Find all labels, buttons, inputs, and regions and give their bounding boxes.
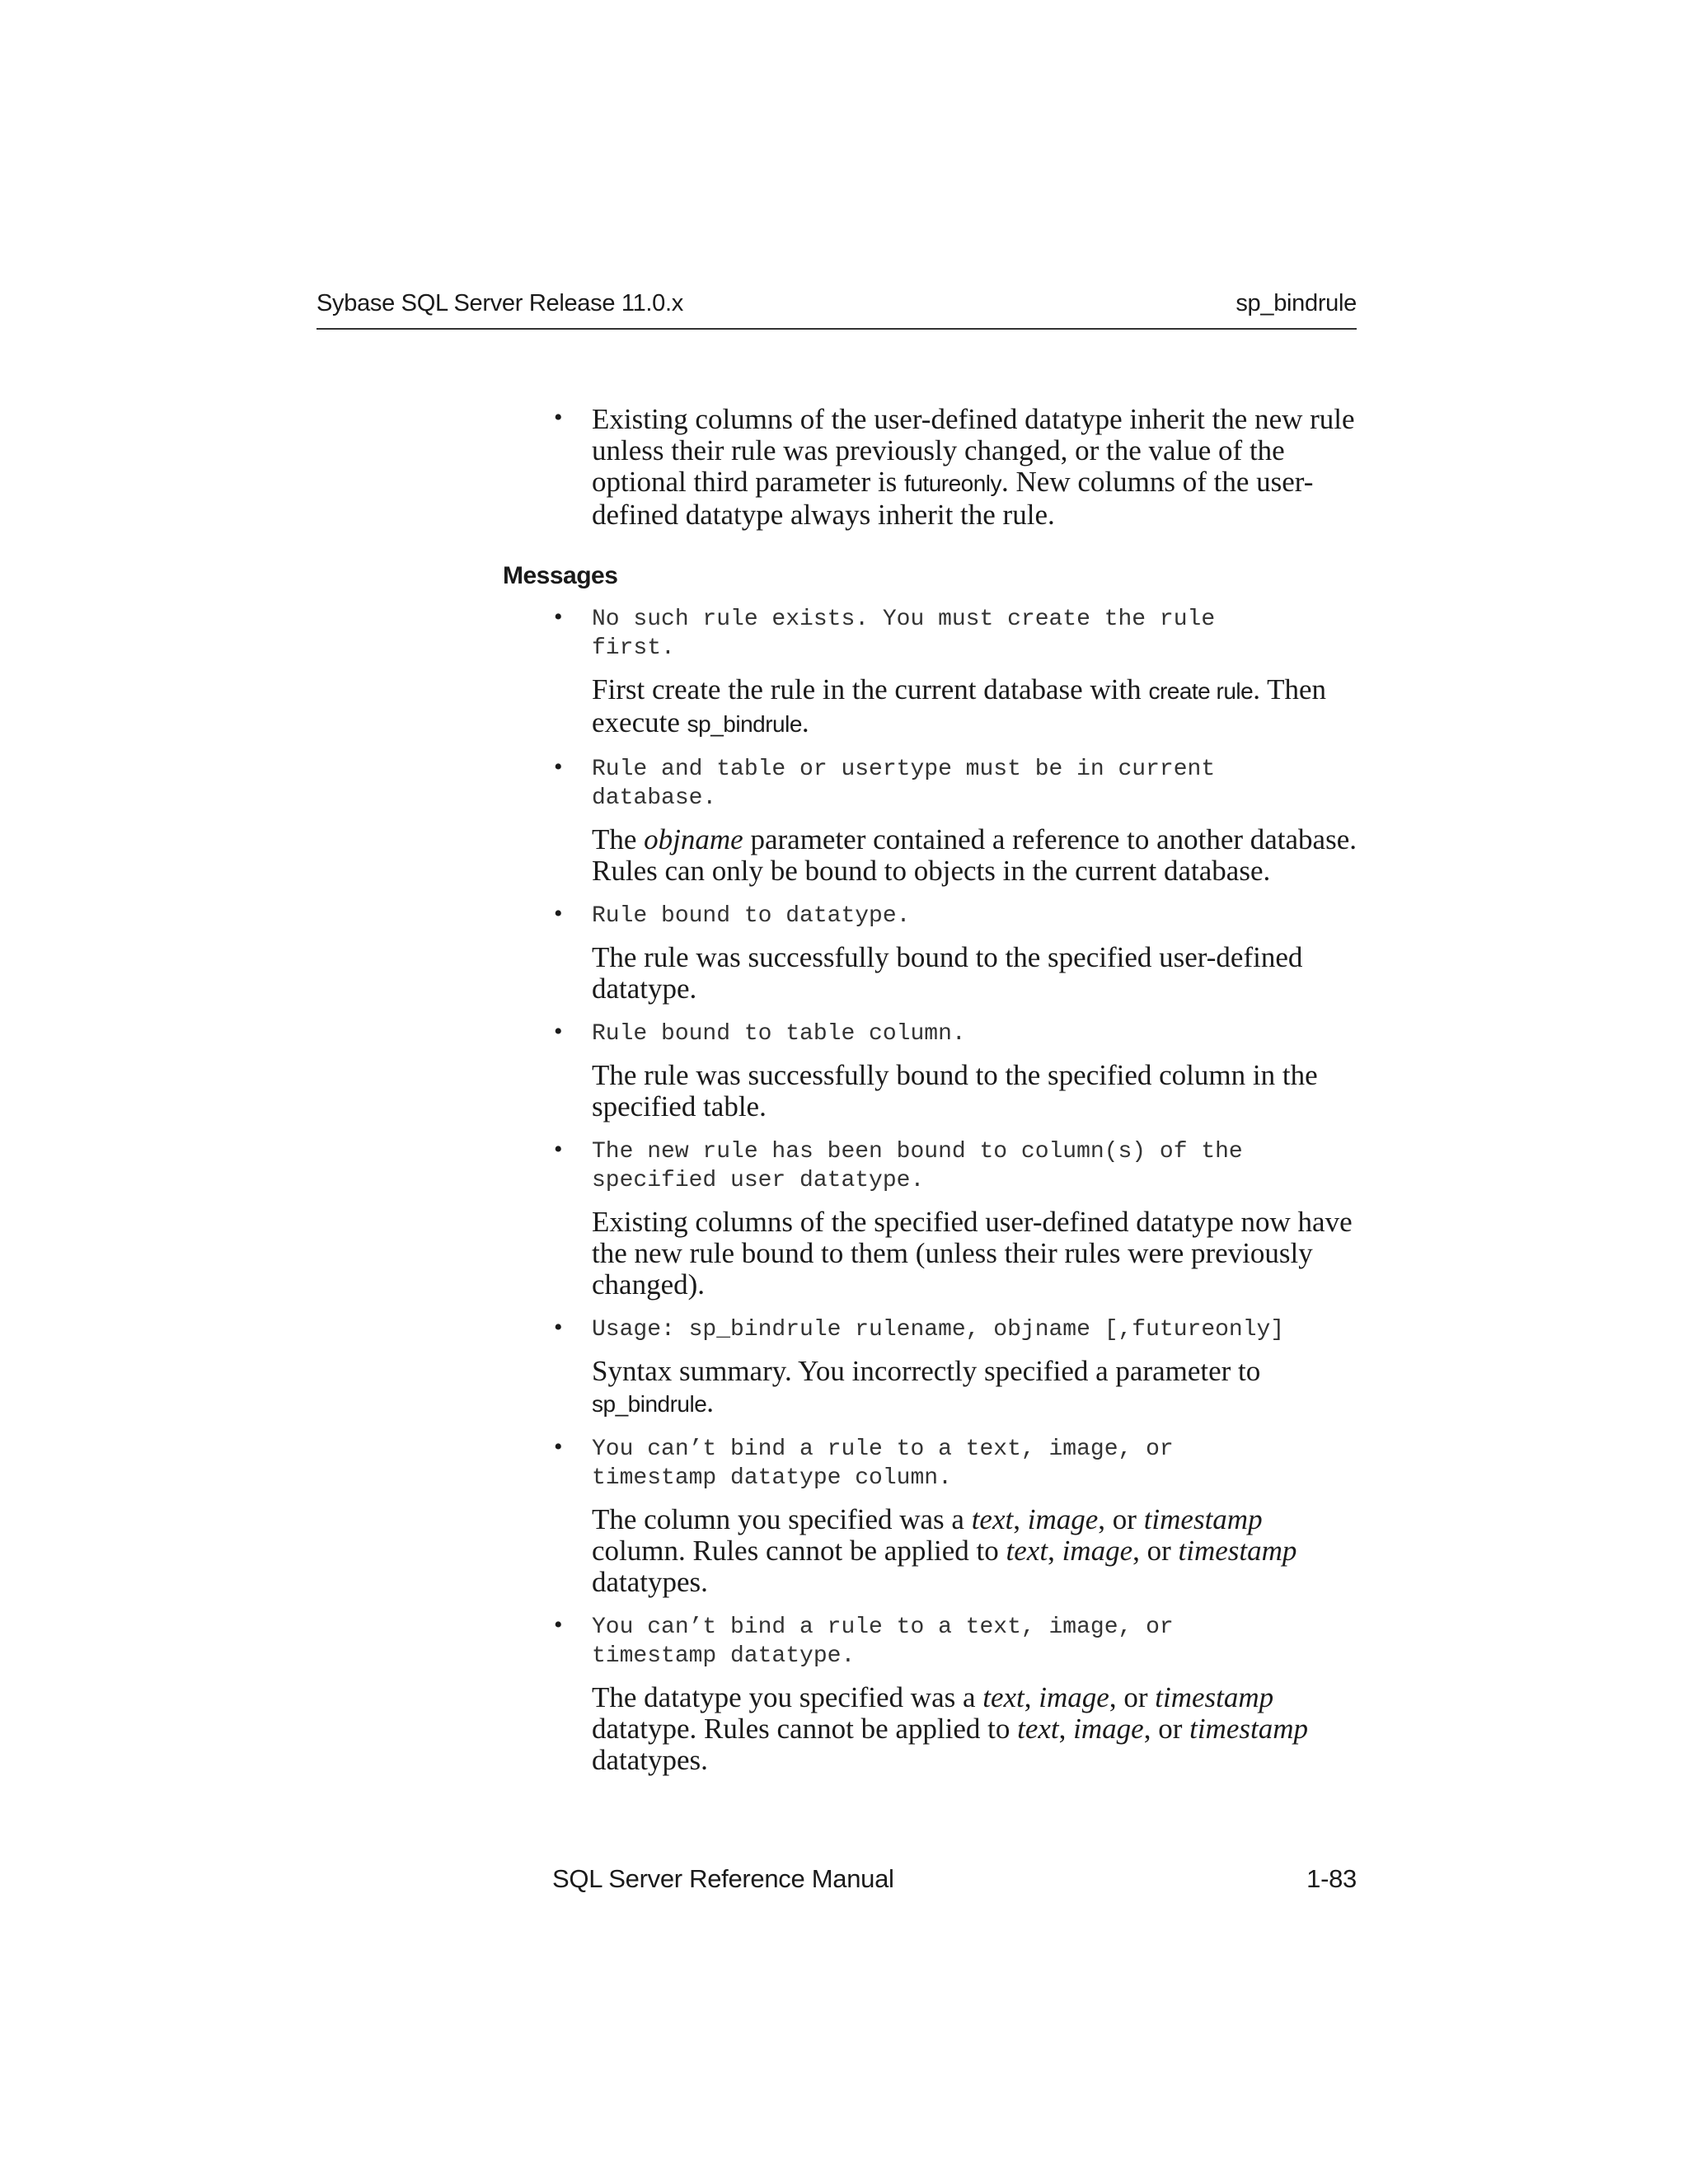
message-description-part: The	[592, 823, 645, 855]
messages-list	[503, 605, 1360, 1776]
message-description-part: Syntax summary. You incorrectly specified a parameter to	[592, 1355, 1261, 1387]
message-description-part: text	[971, 1503, 1014, 1535]
message-code: Usage: sp_bindrule rulename, objname [,futureonly]	[592, 1317, 1285, 1343]
message-description-part: .	[706, 1386, 715, 1418]
message-description-part: First create the rule in the current database with	[592, 673, 1149, 705]
message-description-part: .	[801, 706, 809, 738]
message-description	[592, 1356, 1360, 1420]
footer-manual-title: SQL Server Reference Manual	[552, 1864, 894, 1893]
message-description-part: datatypes.	[592, 1744, 708, 1776]
message-description-part: sp_bindrule	[687, 711, 802, 737]
message-item	[503, 902, 1360, 1005]
message-code: The new rule has been bound to column(s) of the specified user datatype.	[592, 1139, 1243, 1193]
intro-bullet-text	[592, 404, 1360, 531]
message-description	[592, 1207, 1360, 1301]
message-description-part: text	[1006, 1535, 1048, 1567]
message-description-part: The rule was successfully bound to the specified user-defined datatype.	[592, 941, 1303, 1005]
message-description-part: datatypes.	[592, 1566, 708, 1598]
message-description	[592, 1504, 1360, 1598]
footer-page-number: 1-83	[1306, 1864, 1357, 1893]
intro-text-part1: Existing columns of the user-defined datatype inherit the new rule unless their rule was previously changed, or the value of the optional third parameter is	[592, 403, 1355, 498]
bullet-icon: •	[554, 1314, 563, 1341]
message-item	[503, 1613, 1360, 1776]
message-description-part: Existing columns of the specified user-defined datatype now have the new rule bound to them (unless their rules were previously changed).	[592, 1206, 1353, 1301]
message-description-part: timestamp	[1143, 1503, 1263, 1535]
message-item	[503, 1137, 1360, 1301]
message-code: Rule and table or usertype must be in current database.	[592, 757, 1216, 811]
messages-heading: Messages	[503, 562, 618, 589]
bullet-icon: •	[554, 1136, 563, 1163]
message-description-part: text	[1017, 1713, 1059, 1745]
message-code: No such rule exists. You must create the rule first.	[592, 607, 1216, 661]
message-description	[592, 674, 1360, 740]
message-description	[592, 1060, 1360, 1122]
message-description-part: ,	[1024, 1681, 1039, 1713]
message-description-part: , or	[1132, 1535, 1179, 1567]
page-content	[503, 404, 1360, 1776]
bullet-icon: •	[554, 1611, 563, 1638]
intro-text-part2: . New columns of the user-defined datatype always inherit the rule.	[592, 466, 1314, 531]
message-description	[592, 942, 1360, 1005]
header-section-title: sp_bindrule	[1236, 290, 1357, 316]
message-code: You can’t bind a rule to a text, image, or timestamp datatype column.	[592, 1436, 1174, 1491]
bullet-icon: •	[554, 404, 563, 431]
message-description-part: timestamp	[1189, 1713, 1308, 1745]
message-description	[592, 824, 1360, 887]
message-code: Rule bound to table column.	[592, 1021, 966, 1047]
message-description-part: create rule	[1148, 678, 1254, 704]
message-description-part: timestamp	[1155, 1681, 1274, 1713]
message-description-part: sp_bindrule	[592, 1391, 707, 1417]
page-header	[316, 288, 1357, 330]
message-description-part: image	[1027, 1503, 1099, 1535]
message-item	[503, 1019, 1360, 1122]
message-description-part: ,	[1013, 1503, 1028, 1535]
message-description-part: timestamp	[1178, 1535, 1297, 1567]
message-description-part: , or	[1098, 1503, 1144, 1535]
bullet-icon: •	[554, 1433, 563, 1460]
message-description-part: text	[982, 1681, 1025, 1713]
message-description-part: image	[1039, 1681, 1109, 1713]
message-description-part: objname	[644, 823, 743, 855]
bullet-icon: •	[554, 603, 563, 630]
message-item	[503, 755, 1360, 887]
message-description-part: image	[1062, 1535, 1133, 1567]
message-description-part: , or	[1109, 1681, 1156, 1713]
message-description-part: . Then execute	[592, 673, 1327, 738]
message-description	[592, 1682, 1360, 1776]
message-description-part: The datatype you specified was a	[592, 1681, 983, 1713]
intro-bullet	[503, 404, 1360, 531]
message-description-part: datatype. Rules cannot be applied to	[592, 1713, 1018, 1745]
message-code: You can’t bind a rule to a text, image, or timestamp datatype.	[592, 1615, 1174, 1669]
message-description-part: , or	[1143, 1713, 1190, 1745]
message-code: Rule bound to datatype.	[592, 903, 911, 929]
header-product-title: Sybase SQL Server Release 11.0.x	[316, 290, 683, 316]
intro-keyword: futureonly	[904, 471, 1002, 496]
message-description-part: ,	[1058, 1713, 1074, 1745]
message-item	[503, 605, 1360, 740]
bullet-icon: •	[554, 753, 563, 780]
message-item	[503, 1435, 1360, 1598]
message-item	[503, 1315, 1360, 1420]
message-description-part: image	[1073, 1713, 1144, 1745]
message-description-part: column. Rules cannot be applied to	[592, 1535, 1006, 1567]
bullet-icon: •	[554, 1018, 563, 1045]
message-description-part: The column you specified was a	[592, 1503, 972, 1535]
message-description-part: ,	[1048, 1535, 1062, 1567]
message-description-part: parameter contained a reference to another database. Rules can only be bound to objects in the current database.	[592, 823, 1357, 887]
bullet-icon: •	[554, 900, 563, 927]
message-description-part: The rule was successfully bound to the specified column in the specified table.	[592, 1059, 1318, 1122]
